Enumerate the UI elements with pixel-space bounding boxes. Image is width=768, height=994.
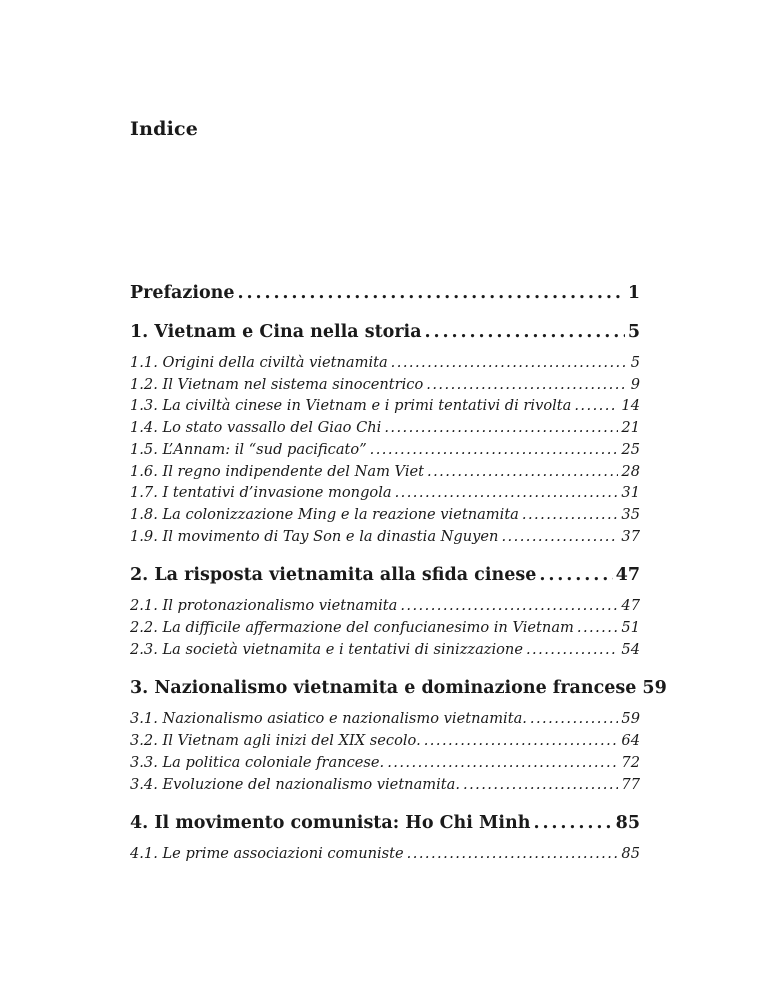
toc-entry-page-number: 5 [627,322,640,342]
page-title: Indice [130,118,199,140]
toc-entry-page-number: 9 [630,375,640,393]
toc-entry-title: 4. Il movimento comunista: Ho Chi Minh [130,813,531,834]
toc-entry-page-number: 77 [621,775,640,793]
toc-entry-page-number: 35 [621,505,640,523]
toc-entry-page-number: 14 [621,397,640,415]
toc-entry-title: 3. Nazionalismo vietnamita e dominazione francese [130,678,637,699]
toc-entry-page-number: 31 [621,484,640,502]
toc-entry-title: 1.9. Il movimento di Tay Son e la dinastia Nguyen [130,527,499,545]
toc-chapter-entry [130,677,667,699]
toc-entry-page-number: 59 [621,710,640,728]
toc-entry-title: 1.8. La colonizzazione Ming e la reazione vietnamita [130,505,519,523]
toc-section-entry [130,708,640,730]
dot-leader [463,774,618,796]
toc-entry-page-number: 1 [627,283,640,303]
toc-entry-page-number: 51 [621,619,640,637]
toc-entry-title: 3.4. Evoluzione del nazionalismo vietnamita. [130,775,460,793]
dot-leader [238,282,625,304]
toc-section-entry [130,617,640,639]
dot-leader [424,730,619,752]
toc-entry-title: 2.3. La società vietnamita e i tentativi di sinizzazione [130,640,523,658]
toc-entry-page-number: 47 [621,597,640,615]
dot-leader [426,374,627,396]
toc-chapter-entry [130,812,640,834]
toc-entry-title: 1.3. La civiltà cinese in Vietnam e i primi tentativi di rivolta [130,397,572,415]
toc-entry-title: 2. La risposta vietnamita alla sfida cinese [130,565,537,586]
toc-section-entry [130,461,640,483]
toc-section-entry [130,639,640,661]
toc-entry-page-number: 72 [621,753,640,771]
toc-entry-page-number: 25 [621,440,640,458]
toc-section-entry [130,774,640,796]
toc-section-entry [130,843,640,865]
toc-entry-title: 1.7. I tentativi d’invasione mongola [130,484,392,502]
dot-leader [526,639,618,661]
dot-leader [539,564,612,586]
toc-section-entry [130,482,640,504]
dot-leader [530,708,619,730]
dot-leader [533,812,612,834]
toc-entry-page-number: 85 [621,845,640,863]
dot-leader [501,526,618,548]
toc-entry-page-number: 21 [621,419,640,437]
toc-entry-title: 2.1. Il protonazionalismo vietnamita [130,597,398,615]
toc-entry-title: 4.1. Le prime associazioni comuniste [130,845,404,863]
toc-chapter-entry [130,564,640,586]
toc-entry-page-number: 28 [621,462,640,480]
toc-entry-title: 1. Vietnam e Cina nella storia [130,322,422,342]
toc-section-entry [130,504,640,526]
dot-leader [574,395,618,417]
toc-section-entry [130,395,640,417]
dot-leader [387,752,618,774]
toc-section-entry [130,526,640,548]
toc-section-entry [130,374,640,396]
toc-section-entry [130,352,640,374]
toc-section-entry [130,752,640,774]
toc-entry-title: 3.2. Il Vietnam agli inizi del XIX secolo. [130,732,421,750]
toc-entry-title: 3.1. Nazionalismo asiatico e nazionalismo vietnamita. [130,710,527,728]
dot-leader [370,439,619,461]
toc-section-entry [130,730,640,752]
dot-leader [522,504,619,526]
table-of-contents [130,282,667,865]
dot-leader [391,352,628,374]
toc-entry-page-number: 64 [621,732,640,750]
dot-leader [577,617,619,639]
toc-entry-page-number: 59 [642,678,667,699]
dot-leader [427,461,618,483]
toc-section-entry [130,595,640,617]
toc-entry-title: 1.6. Il regno indipendente del Nam Viet [130,462,424,480]
toc-entry-title: 1.2. Il Vietnam nel sistema sinocentrico [130,375,424,393]
dot-leader [384,417,618,439]
dot-leader [407,843,619,865]
toc-entry-title: 3.3. La politica coloniale francese. [130,753,385,771]
toc-entry-page-number: 54 [621,640,640,658]
dot-leader [400,595,618,617]
toc-chapter-entry [130,282,640,304]
toc-entry-title: 1.5. L’Annam: il “sud pacificato” [130,440,367,458]
toc-entry-title: Prefazione [130,283,235,303]
toc-entry-title: 2.2. La difficile affermazione del confucianesimo in Vietnam [130,619,574,637]
toc-entry-page-number: 85 [615,813,640,834]
dot-leader [425,321,625,343]
toc-entry-page-number: 37 [621,527,640,545]
toc-section-entry [130,417,640,439]
toc-entry-title: 1.4. Lo stato vassallo del Giao Chi [130,419,382,437]
toc-section-entry [130,439,640,461]
toc-chapter-entry [130,321,640,343]
toc-entry-title: 1.1. Origini della civiltà vietnamita [130,354,388,371]
toc-entry-page-number: 47 [615,565,640,586]
toc-entry-page-number: 5 [630,354,640,371]
dot-leader [395,482,619,504]
